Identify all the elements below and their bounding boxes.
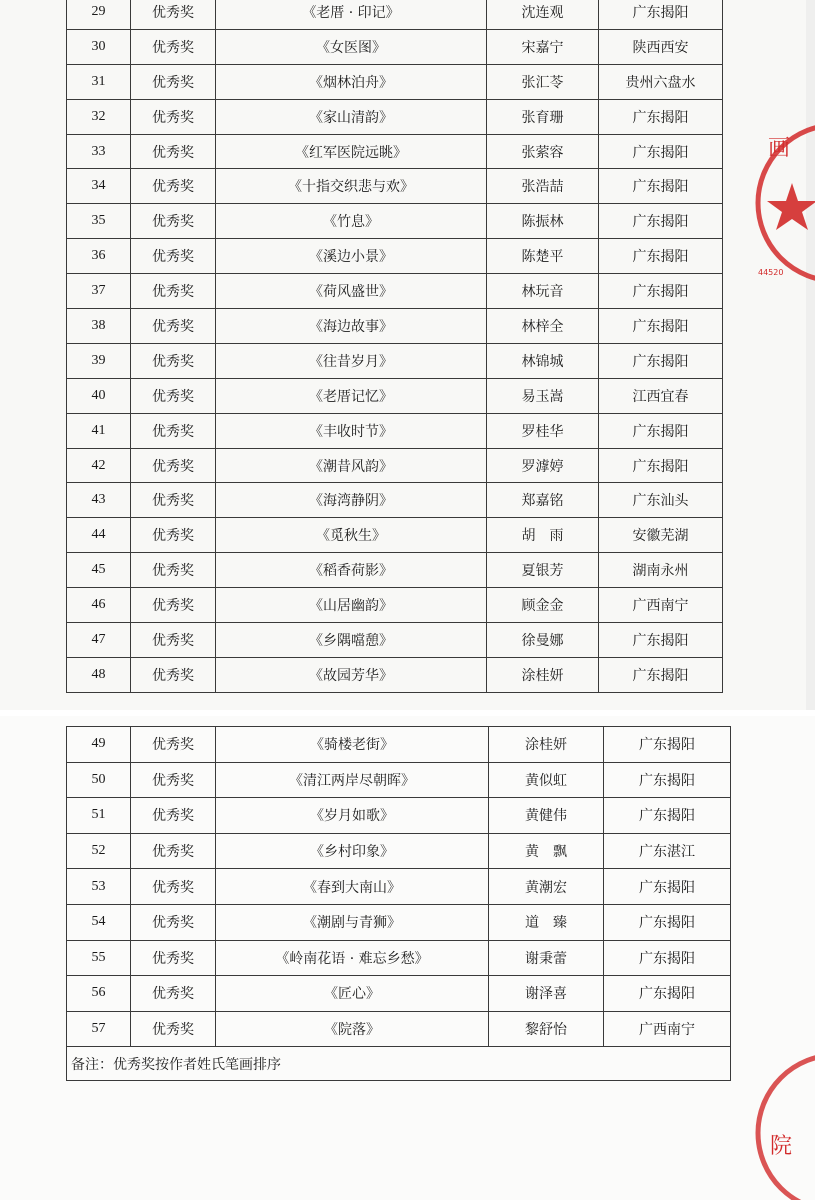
author-region: 广东揭阳 — [604, 940, 731, 976]
award-level: 优秀奖 — [131, 413, 216, 448]
table-row — [67, 869, 731, 905]
table-row — [67, 378, 723, 413]
author-name: 郑嘉铭 — [487, 483, 599, 518]
author-region: 湖南永州 — [599, 553, 723, 588]
row-number: 57 — [67, 1011, 131, 1047]
work-title: 《春到大南山》 — [216, 869, 489, 905]
row-number: 44 — [67, 518, 131, 553]
work-title: 《女医图》 — [216, 29, 487, 64]
author-name: 张浩喆 — [487, 169, 599, 204]
author-name: 谢秉蕾 — [489, 940, 604, 976]
work-title: 《乡村印象》 — [216, 833, 489, 869]
table-row — [67, 588, 723, 623]
work-title: 《清江两岸尽朝晖》 — [216, 762, 489, 798]
table-row — [67, 343, 723, 378]
author-name: 罗滹婷 — [487, 448, 599, 483]
table-row — [67, 134, 723, 169]
award-level: 优秀奖 — [131, 99, 216, 134]
row-number: 55 — [67, 940, 131, 976]
award-level: 优秀奖 — [131, 798, 216, 834]
author-region: 广东揭阳 — [599, 274, 723, 309]
table-row — [67, 99, 723, 134]
author-name: 林锦城 — [487, 343, 599, 378]
table-row — [67, 0, 723, 29]
author-name: 黄潮宏 — [489, 869, 604, 905]
work-title: 《竹息》 — [216, 204, 487, 239]
author-region: 广东揭阳 — [599, 169, 723, 204]
table-row — [67, 553, 723, 588]
work-title: 《岭南花语 · 难忘乡愁》 — [216, 940, 489, 976]
row-number: 36 — [67, 239, 131, 274]
table-row — [67, 204, 723, 239]
work-title: 《红军医院远眺》 — [216, 134, 487, 169]
work-title: 《故园芳华》 — [216, 657, 487, 692]
row-number: 45 — [67, 553, 131, 588]
row-number: 53 — [67, 869, 131, 905]
table-row — [67, 657, 723, 692]
table-row — [67, 976, 731, 1012]
row-number: 39 — [67, 343, 131, 378]
author-name: 陈振林 — [487, 204, 599, 239]
table-row — [67, 798, 731, 834]
row-number: 29 — [67, 0, 131, 29]
row-number: 32 — [67, 99, 131, 134]
table-row — [67, 904, 731, 940]
author-name: 夏银芳 — [487, 553, 599, 588]
author-region: 广东揭阳 — [604, 869, 731, 905]
author-region: 陕西西安 — [599, 29, 723, 64]
work-title: 《岁月如歌》 — [216, 798, 489, 834]
award-level: 优秀奖 — [131, 623, 216, 658]
work-title: 《山居幽韵》 — [216, 588, 487, 623]
author-region: 广西南宁 — [604, 1011, 731, 1047]
author-region: 广东揭阳 — [604, 798, 731, 834]
award-level: 优秀奖 — [131, 588, 216, 623]
author-region: 广东揭阳 — [599, 309, 723, 344]
row-number: 46 — [67, 588, 131, 623]
row-number: 35 — [67, 204, 131, 239]
author-region: 广东揭阳 — [599, 623, 723, 658]
official-seal-stamp-top — [748, 115, 815, 300]
author-region: 广东揭阳 — [604, 976, 731, 1012]
author-name: 罗桂华 — [487, 413, 599, 448]
work-title: 《乡隅噹憩》 — [216, 623, 487, 658]
author-region: 广东揭阳 — [599, 239, 723, 274]
work-title: 《匠心》 — [216, 976, 489, 1012]
work-title: 《院落》 — [216, 1011, 489, 1047]
award-level: 优秀奖 — [131, 64, 216, 99]
row-number: 43 — [67, 483, 131, 518]
award-level: 优秀奖 — [131, 309, 216, 344]
svg-text:画: 画 — [768, 136, 791, 161]
award-level: 优秀奖 — [131, 204, 216, 239]
award-level: 优秀奖 — [131, 904, 216, 940]
row-number: 47 — [67, 623, 131, 658]
work-title: 《荷风盛世》 — [216, 274, 487, 309]
table-row — [67, 623, 723, 658]
award-level: 优秀奖 — [131, 483, 216, 518]
work-title: 《骑楼老街》 — [216, 727, 489, 763]
author-name: 谢泽喜 — [489, 976, 604, 1012]
row-number: 34 — [67, 169, 131, 204]
table-row — [67, 518, 723, 553]
table-row — [67, 64, 723, 99]
author-name: 胡 雨 — [487, 518, 599, 553]
work-title: 《丰收时节》 — [216, 413, 487, 448]
row-number: 52 — [67, 833, 131, 869]
table-row — [67, 1011, 731, 1047]
official-seal-stamp-bottom — [748, 1045, 815, 1200]
work-title: 《溪边小景》 — [216, 239, 487, 274]
author-region: 广东揭阳 — [599, 134, 723, 169]
table-row — [67, 940, 731, 976]
row-number: 41 — [67, 413, 131, 448]
row-number: 50 — [67, 762, 131, 798]
author-region: 广东揭阳 — [604, 762, 731, 798]
table-row — [67, 448, 723, 483]
table-row — [67, 309, 723, 344]
award-level: 优秀奖 — [131, 833, 216, 869]
work-title: 《家山清韵》 — [216, 99, 487, 134]
work-title: 《海边故事》 — [216, 309, 487, 344]
award-level: 优秀奖 — [131, 869, 216, 905]
work-title: 《潮剧与青狮》 — [216, 904, 489, 940]
author-region: 广东汕头 — [599, 483, 723, 518]
row-number: 38 — [67, 309, 131, 344]
row-number: 37 — [67, 274, 131, 309]
author-region: 广东揭阳 — [599, 448, 723, 483]
table-row — [67, 413, 723, 448]
award-level: 优秀奖 — [131, 343, 216, 378]
work-title: 《老厝记忆》 — [216, 378, 487, 413]
table-row — [67, 29, 723, 64]
author-name: 林梓全 — [487, 309, 599, 344]
author-region: 广东揭阳 — [599, 657, 723, 692]
author-region: 广东揭阳 — [599, 343, 723, 378]
award-level: 优秀奖 — [131, 762, 216, 798]
author-name: 徐曼娜 — [487, 623, 599, 658]
row-number: 51 — [67, 798, 131, 834]
award-level: 优秀奖 — [131, 448, 216, 483]
author-region: 广东揭阳 — [604, 727, 731, 763]
table-row — [67, 169, 723, 204]
work-title: 《海湾静阴》 — [216, 483, 487, 518]
svg-text:44520: 44520 — [758, 268, 784, 277]
author-name: 黎舒怡 — [489, 1011, 604, 1047]
table-row — [67, 274, 723, 309]
author-region: 广东揭阳 — [599, 0, 723, 29]
row-number: 56 — [67, 976, 131, 1012]
row-number: 31 — [67, 64, 131, 99]
author-name: 涂桂妍 — [489, 727, 604, 763]
author-region: 广东揭阳 — [604, 904, 731, 940]
award-level: 优秀奖 — [131, 940, 216, 976]
award-level: 优秀奖 — [131, 29, 216, 64]
award-level: 优秀奖 — [131, 169, 216, 204]
work-title: 《烟林泊舟》 — [216, 64, 487, 99]
author-name: 陈楚平 — [487, 239, 599, 274]
award-level: 优秀奖 — [131, 1011, 216, 1047]
table-row — [67, 239, 723, 274]
award-level: 优秀奖 — [131, 657, 216, 692]
table-row — [67, 833, 731, 869]
award-level: 优秀奖 — [131, 239, 216, 274]
award-level: 优秀奖 — [131, 976, 216, 1012]
work-title: 《觅秋生》 — [216, 518, 487, 553]
table-row — [67, 483, 723, 518]
author-region: 安徽芜湖 — [599, 518, 723, 553]
row-number: 54 — [67, 904, 131, 940]
author-name: 张萦容 — [487, 134, 599, 169]
work-title: 《稻香荷影》 — [216, 553, 487, 588]
author-name: 顾金金 — [487, 588, 599, 623]
row-number: 33 — [67, 134, 131, 169]
svg-text:院: 院 — [770, 1134, 793, 1159]
author-region: 广东揭阳 — [599, 204, 723, 239]
award-level: 优秀奖 — [131, 134, 216, 169]
author-name: 宋嘉宁 — [487, 29, 599, 64]
author-name: 易玉嵩 — [487, 378, 599, 413]
award-level: 优秀奖 — [131, 378, 216, 413]
author-name: 道 臻 — [489, 904, 604, 940]
author-region: 广东揭阳 — [599, 99, 723, 134]
table-row — [67, 762, 731, 798]
work-title: 《往昔岁月》 — [216, 343, 487, 378]
award-level: 优秀奖 — [131, 274, 216, 309]
author-region: 广西南宁 — [599, 588, 723, 623]
award-level: 优秀奖 — [131, 518, 216, 553]
page-edge-shadow — [806, 0, 815, 712]
row-number: 42 — [67, 448, 131, 483]
row-number: 49 — [67, 727, 131, 763]
author-region: 广东揭阳 — [599, 413, 723, 448]
award-level: 优秀奖 — [131, 553, 216, 588]
awards-table-part2 — [66, 726, 731, 1081]
work-title: 《十指交织悲与欢》 — [216, 169, 487, 204]
author-region: 广东湛江 — [604, 833, 731, 869]
author-name: 黄 飘 — [489, 833, 604, 869]
author-name: 林玩音 — [487, 274, 599, 309]
author-region: 贵州六盘水 — [599, 64, 723, 99]
row-number: 40 — [67, 378, 131, 413]
author-name: 沈连观 — [487, 0, 599, 29]
table-note-row — [67, 1047, 731, 1081]
row-number: 30 — [67, 29, 131, 64]
table-note: 备注：优秀奖按作者姓氏笔画排序 — [67, 1047, 731, 1081]
author-name: 张育珊 — [487, 99, 599, 134]
work-title: 《潮昔风韵》 — [216, 448, 487, 483]
award-level: 优秀奖 — [131, 727, 216, 763]
author-name: 黄似虹 — [489, 762, 604, 798]
row-number: 48 — [67, 657, 131, 692]
table-row — [67, 727, 731, 763]
award-level: 优秀奖 — [131, 0, 216, 29]
awards-table-part1 — [66, 0, 723, 693]
author-region: 江西宜春 — [599, 378, 723, 413]
author-name: 黄健伟 — [489, 798, 604, 834]
work-title: 《老厝 · 印记》 — [216, 0, 487, 29]
author-name: 涂桂妍 — [487, 657, 599, 692]
author-name: 张汇苓 — [487, 64, 599, 99]
